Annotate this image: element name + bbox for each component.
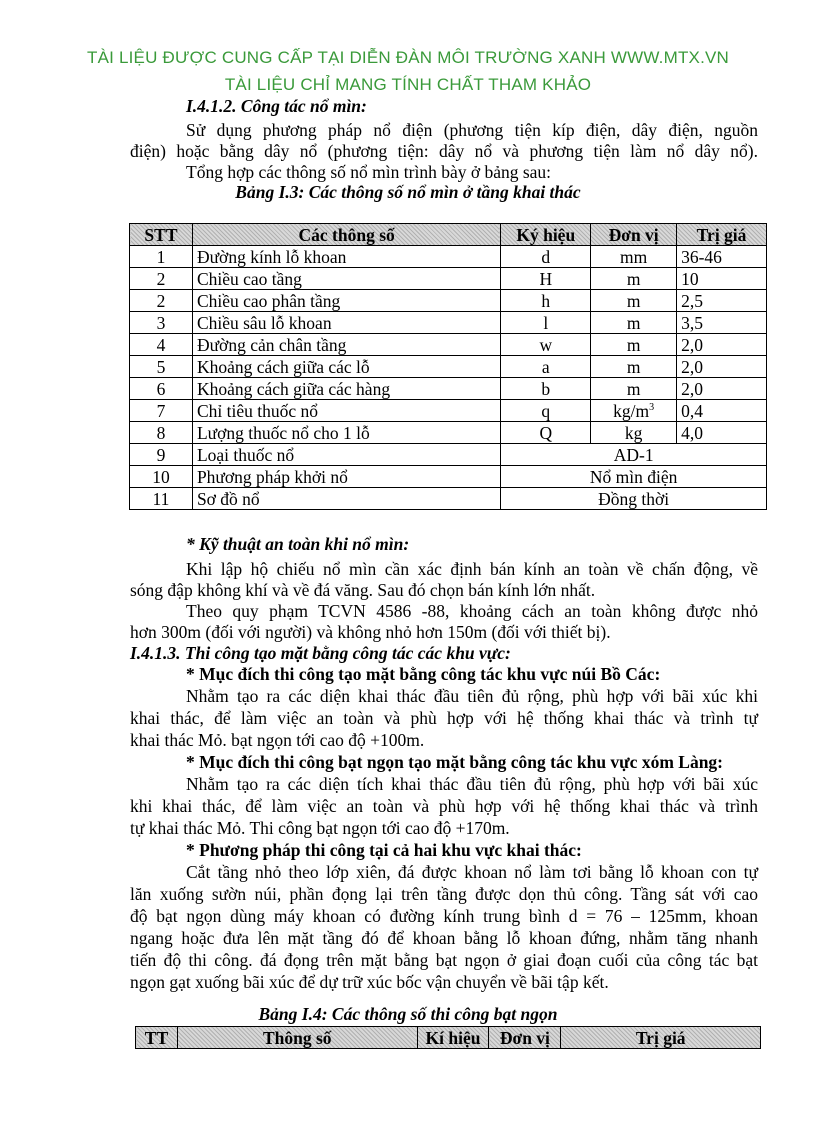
cell-unit: mm [591, 246, 677, 268]
table-row [130, 268, 767, 290]
cell-stt: 7 [130, 400, 193, 422]
cell-unit: m [591, 312, 677, 334]
blasting-params-table [129, 223, 767, 510]
para1-line1: Sử dụng phương pháp nổ điện (phương tiện kíp điện, dây điện, nguồn [186, 120, 758, 140]
cell-unit: m [591, 334, 677, 356]
cell-unit: m [591, 378, 677, 400]
sub2-line3: tự khai thác Mỏ. Thi công bạt ngọn tới cao độ +170m. [130, 818, 510, 838]
table-row [130, 334, 767, 356]
cell-value: 3,5 [677, 312, 767, 334]
table-row [130, 246, 767, 268]
cell-unit: kg [591, 422, 677, 444]
table-row [130, 356, 767, 378]
cell-stt: 11 [130, 488, 193, 510]
cell-symbol: w [501, 334, 591, 356]
header-unit: Đơn vị [489, 1027, 561, 1049]
cell-symbol: q [501, 400, 591, 422]
header-symbol: Ký hiệu [501, 224, 591, 246]
sub3-line5: tiến độ thi công. đá đọng trên mặt bằng bạt ngọn ở giai đoạn cuối của công tác bạt [130, 950, 758, 970]
cell-param: Chỉ tiêu thuốc nổ [192, 400, 500, 422]
sub2-line2: khi khai thác, để làm việc an toàn và phù hợp với hệ thống khai thác và trình [130, 796, 758, 816]
cell-param: Loại thuốc nổ [192, 444, 500, 466]
table2-caption: Bảng I.4: Các thông số thi công bạt ngọn [258, 1004, 558, 1024]
cell-symbol: b [501, 378, 591, 400]
cell-stt: 10 [130, 466, 193, 488]
cell-stt: 9 [130, 444, 193, 466]
cell-value: 2,0 [677, 378, 767, 400]
safety-p1-line1: Khi lập hộ chiếu nổ mìn cần xác định bán kính an toàn về chấn động, về [186, 559, 758, 579]
cell-unit: m [591, 356, 677, 378]
table-row-merged [130, 466, 767, 488]
cell-value: 2,0 [677, 334, 767, 356]
header-unit: Đơn vị [591, 224, 677, 246]
cell-param: Khoảng cách giữa các hàng [192, 378, 500, 400]
cell-param: Khoảng cách giữa các lỗ [192, 356, 500, 378]
sub3-line4: ngang hoặc đưa lên mặt tầng đó để khoan bằng lỗ khoan đứng, nhằm tăng nhanh [130, 928, 758, 948]
header-value: Trị giá [677, 224, 767, 246]
safety-p2-line2: hơn 300m (đối với người) và không nhỏ hơn 150m (đối với thiết bị). [130, 622, 611, 642]
cell-stt: 1 [130, 246, 193, 268]
cell-value: 36-46 [677, 246, 767, 268]
para2: Tổng hợp các thông số nổ mìn trình bày ở bảng sau: [186, 162, 552, 182]
sub1-line2: khai thác, để làm việc an toàn và phù hợp với hệ thống khai thác và trình tự [130, 708, 758, 728]
cell-symbol: d [501, 246, 591, 268]
cell-stt: 6 [130, 378, 193, 400]
sub2-line1: Nhằm tạo ra các diện tích khai thác đầu tiên đủ rộng, phù hợp với bãi xúc [186, 774, 758, 794]
cell-value: 0,4 [677, 400, 767, 422]
cell-stt: 5 [130, 356, 193, 378]
table-row [130, 290, 767, 312]
sub1-line1: Nhằm tạo ra các diện khai thác đầu tiên đủ rộng, phù hợp với bãi xúc khi [186, 686, 758, 706]
cell-unit: m [591, 290, 677, 312]
sub3-line6: ngọn gạt xuống bãi xúc để dự trữ xúc bốc vận chuyển về bãi tập kết. [130, 972, 609, 992]
header-param: Thông số [177, 1027, 417, 1049]
cell-param: Chiều cao phân tầng [192, 290, 500, 312]
cell-unit [591, 400, 677, 422]
safety-p2-line1: Theo quy phạm TCVN 4586 -88, khoảng cách an toàn không được nhỏ [186, 601, 758, 621]
crest-removal-params-table [135, 1026, 761, 1049]
cell-param: Đường cản chân tầng [192, 334, 500, 356]
header-symbol: Kí hiệu [417, 1027, 489, 1049]
cell-param: Chiều sâu lỗ khoan [192, 312, 500, 334]
table-header-row [136, 1027, 761, 1049]
cell-value: 4,0 [677, 422, 767, 444]
cell-unit: m [591, 268, 677, 290]
subheading-xom-lang: * Mục đích thi công bạt ngọn tạo mặt bằng công tác khu vực xóm Làng: [186, 752, 724, 772]
cell-symbol: Q [501, 422, 591, 444]
cell-param: Phương pháp khởi nổ [192, 466, 500, 488]
table-row-merged [130, 488, 767, 510]
sub3-line2: lăn xuống sườn núi, phần đọng lại trên tầng được dọn thủ công. Tầng sát với cao [130, 884, 758, 904]
header-tt: TT [136, 1027, 178, 1049]
cell-param: Chiều cao tầng [192, 268, 500, 290]
cell-value: 2,0 [677, 356, 767, 378]
table1-caption: Bảng I.3: Các thông số nổ mìn ở tầng khai thác [235, 182, 581, 202]
safety-heading: * Kỹ thuật an toàn khi nổ mìn: [186, 534, 410, 554]
unit-superscript: 3 [649, 401, 655, 413]
sub3-line1: Cắt tầng nhỏ theo lớp xiên, đá được khoan nổ làm tơi bằng lỗ khoan con tự [186, 862, 758, 882]
header-stt: STT [130, 224, 193, 246]
section-heading-412: I.4.1.2. Công tác nổ mìn: [186, 96, 367, 116]
table-row [130, 422, 767, 444]
watermark-banner-line1: TÀI LIỆU ĐƯỢC CUNG CẤP TẠI DIỄN ĐÀN MÔI TRƯỜNG XANH WWW.MTX.VN [86, 48, 730, 67]
section-heading-413: I.4.1.3. Thi công tạo mặt bằng công tác các khu vực: [130, 643, 511, 663]
table-header-row [130, 224, 767, 246]
cell-param: Sơ đồ nổ [192, 488, 500, 510]
cell-symbol: a [501, 356, 591, 378]
cell-value: 2,5 [677, 290, 767, 312]
cell-symbol: h [501, 290, 591, 312]
table-row-merged [130, 444, 767, 466]
cell-merged-value: Đồng thời [501, 488, 767, 510]
header-value: Trị giá [561, 1027, 761, 1049]
unit-base: kg/m [613, 400, 650, 421]
cell-stt: 4 [130, 334, 193, 356]
subheading-bo-cac: * Mục đích thi công tạo mặt bằng công tác khu vực núi Bồ Các: [186, 664, 661, 684]
para1-line2: điện) hoặc bằng dây nổ (phương tiện: dây nổ và phương tiện làm nổ dây nổ). [130, 141, 758, 161]
table-row [130, 378, 767, 400]
cell-symbol: l [501, 312, 591, 334]
table-row [130, 400, 767, 422]
sub1-line3: khai thác Mỏ. bạt ngọn tới cao độ +100m. [130, 730, 425, 750]
cell-merged-value: Nổ mìn điện [501, 466, 767, 488]
safety-p1-line2: sóng đập không khí và về đá văng. Sau đó chọn bán kính lớn nhất. [130, 580, 596, 600]
cell-stt: 2 [130, 290, 193, 312]
cell-param: Lượng thuốc nổ cho 1 lỗ [192, 422, 500, 444]
subheading-method: * Phương pháp thi công tại cả hai khu vực khai thác: [186, 840, 582, 860]
cell-stt: 3 [130, 312, 193, 334]
cell-value: 10 [677, 268, 767, 290]
cell-stt: 2 [130, 268, 193, 290]
table-row [130, 312, 767, 334]
cell-stt: 8 [130, 422, 193, 444]
cell-symbol: H [501, 268, 591, 290]
cell-merged-value: AD-1 [501, 444, 767, 466]
header-param: Các thông số [192, 224, 500, 246]
cell-param: Đường kính lỗ khoan [192, 246, 500, 268]
sub3-line3: độ bạt ngọn dùng máy khoan có đường kính trung bình d = 76 – 125mm, khoan [130, 906, 758, 926]
watermark-banner-line2: TÀI LIỆU CHỈ MANG TÍNH CHẤT THAM KHẢO [224, 75, 592, 94]
